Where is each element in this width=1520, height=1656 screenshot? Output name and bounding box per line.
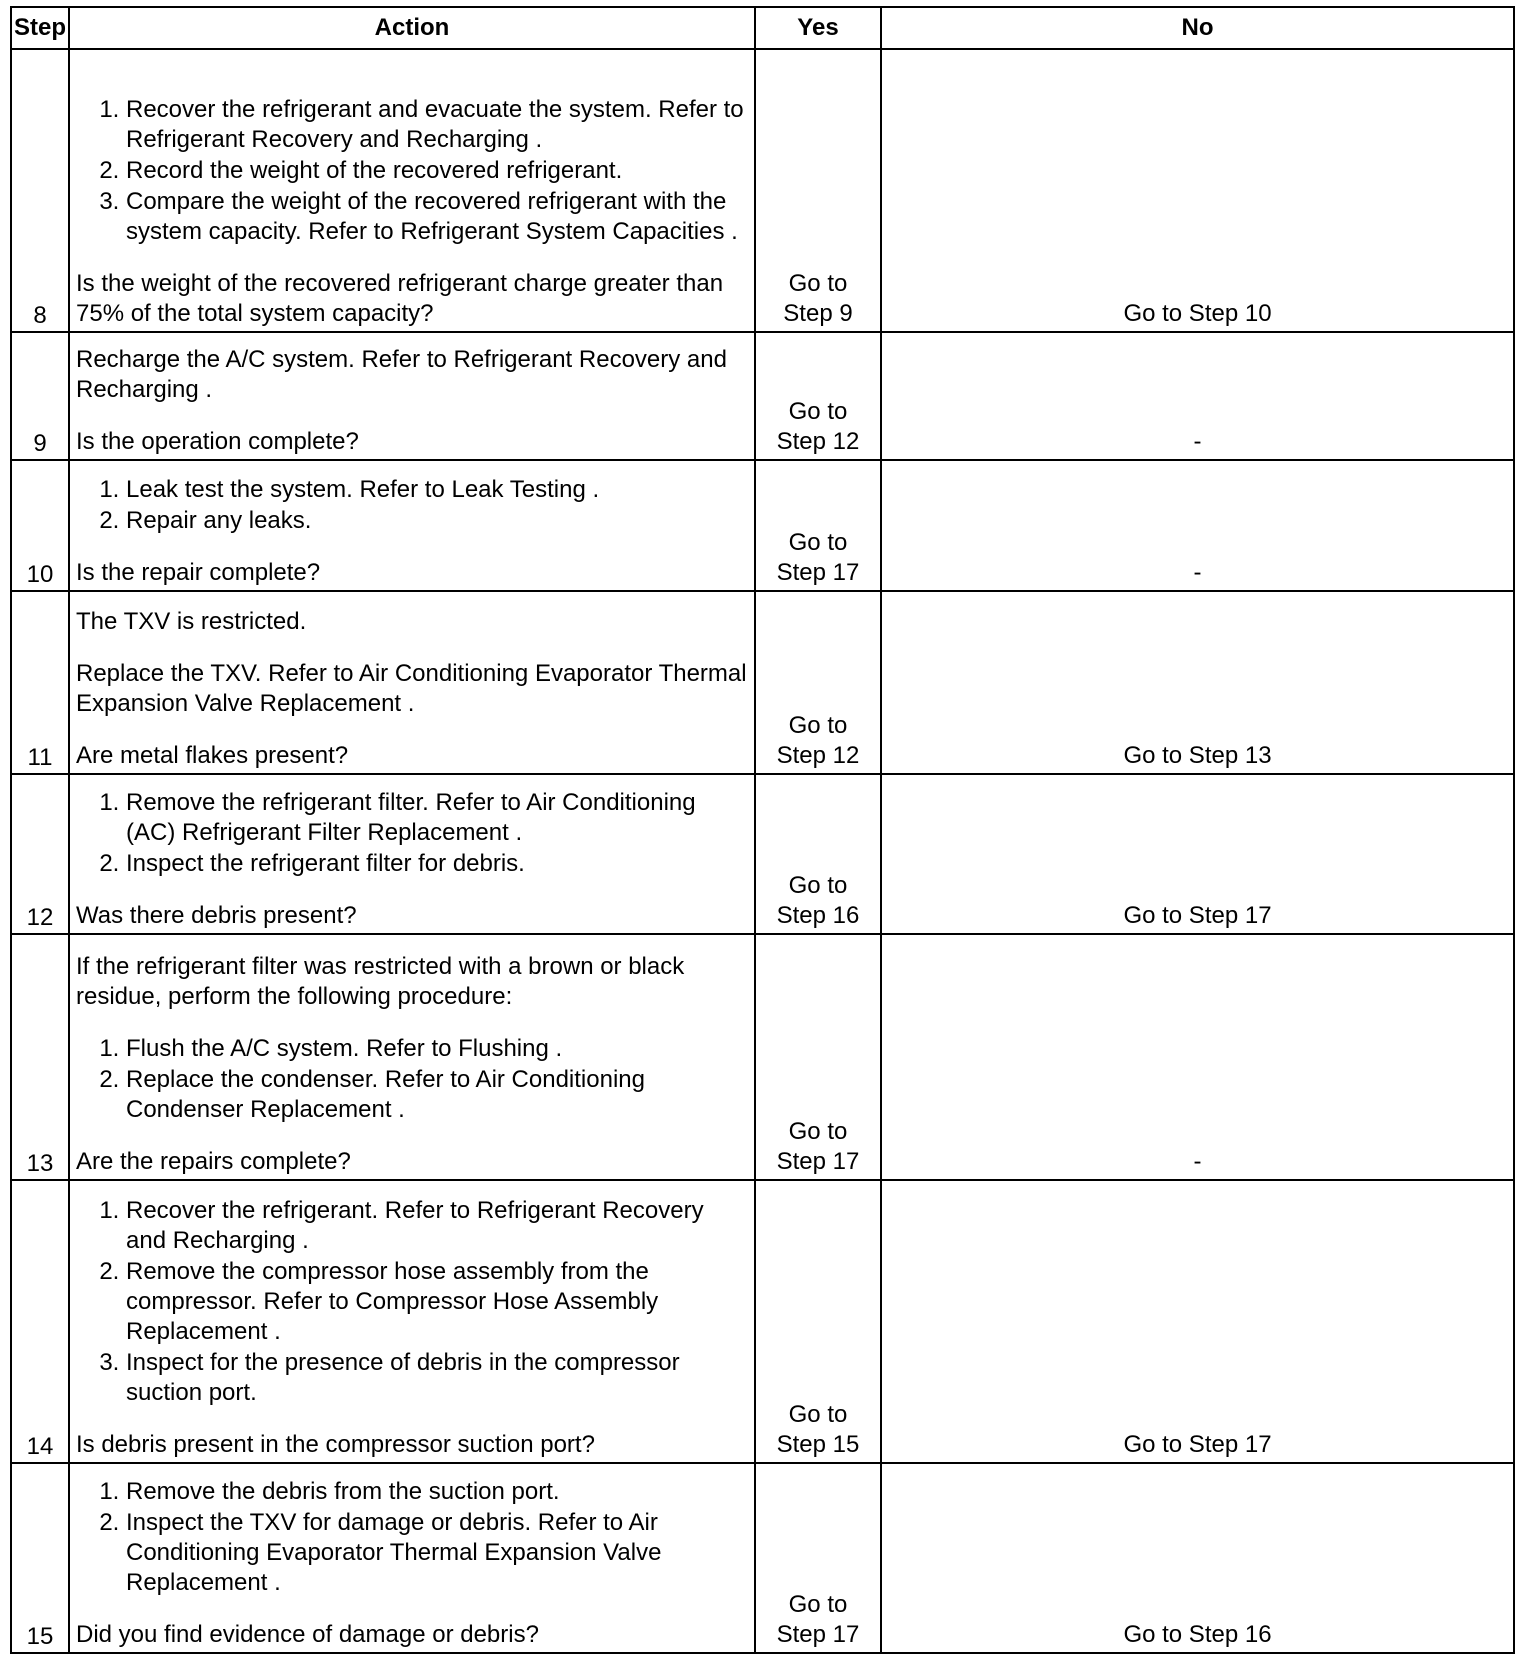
action-cell — [69, 49, 755, 332]
no-cell: - — [881, 934, 1514, 1180]
table-row — [11, 49, 1514, 332]
yes-text-line1: Go to — [788, 872, 848, 899]
action-question: Is the weight of the recovered refrigerant charge greater than 75% of the total system capacity? — [76, 270, 724, 327]
yes-text-line1: Go to — [788, 712, 848, 739]
yes-cell — [755, 460, 881, 591]
action-paragraph: If the refrigerant filter was restricted with a brown or black residue, perform the following procedure: — [76, 953, 685, 1010]
action-paragraph: Recharge the A/C system. Refer to Refrigerant Recovery and Recharging . — [76, 346, 727, 403]
action-question: Is the operation complete? — [76, 428, 359, 455]
yes-text-line1: Go to — [788, 529, 848, 556]
action-paragraph: The TXV is restricted. — [76, 608, 307, 635]
step-number: 11 — [11, 591, 69, 774]
action-question: Is the repair complete? — [76, 559, 321, 586]
action-list-item: 2. Record the weight of the recovered refrigerant. — [126, 156, 748, 186]
action-list-item: 2. Replace the condenser. Refer to Air Conditioning Condenser Replacement . — [126, 1065, 748, 1125]
action-list-item: 1. Flush the A/C system. Refer to Flushing . — [126, 1034, 748, 1064]
table-row — [11, 934, 1514, 1180]
action-list-item: 2. Repair any leaks. — [126, 506, 748, 536]
action-list-item: 1. Remove the refrigerant filter. Refer to Air Conditioning (AC) Refrigerant Filter Replacement . — [126, 788, 748, 848]
step-number: 15 — [11, 1463, 69, 1653]
action-question: Is debris present in the compressor suction port? — [76, 1431, 595, 1458]
table-row — [11, 332, 1514, 460]
yes-cell — [755, 1463, 881, 1653]
table-row — [11, 774, 1514, 934]
yes-text-line1: Go to — [788, 398, 848, 425]
action-list-item: 2. Inspect the TXV for damage or debris. Refer to Air Conditioning Evaporator Thermal Expansion Valve Replacement . — [126, 1508, 748, 1598]
action-list — [76, 788, 748, 879]
action-list-item: 3. Compare the weight of the recovered refrigerant with the system capacity. Refer to Refrigerant System Capacities . — [126, 187, 748, 247]
yes-cell — [755, 332, 881, 460]
step-number: 10 — [11, 460, 69, 591]
action-cell — [69, 591, 755, 774]
yes-text-line1: Go to — [788, 1591, 848, 1618]
table-row — [11, 1463, 1514, 1653]
yes-text-line1: Go to — [788, 270, 848, 297]
header-action: Action — [69, 7, 755, 49]
step-number: 12 — [11, 774, 69, 934]
action-list-item: 1. Leak test the system. Refer to Leak Testing . — [126, 475, 748, 505]
yes-cell — [755, 591, 881, 774]
step-number: 8 — [11, 49, 69, 332]
action-cell — [69, 460, 755, 591]
action-list — [76, 475, 748, 536]
header-yes: Yes — [755, 7, 881, 49]
action-list — [76, 1196, 748, 1408]
yes-text-line2: Step 16 — [776, 902, 860, 929]
action-cell — [69, 1180, 755, 1463]
step-number: 14 — [11, 1180, 69, 1463]
step-number: 9 — [11, 332, 69, 460]
no-cell: - — [881, 332, 1514, 460]
action-list — [76, 1034, 748, 1125]
yes-cell — [755, 934, 881, 1180]
yes-text-line1: Go to — [788, 1401, 848, 1428]
yes-text-line2: Step 17 — [776, 1621, 860, 1648]
no-cell: Go to Step 17 — [881, 774, 1514, 934]
action-list-item: 3. Inspect for the presence of debris in the compressor suction port. — [126, 1348, 748, 1408]
action-list-item: 1. Remove the debris from the suction port. — [126, 1477, 748, 1507]
yes-text-line2: Step 15 — [776, 1431, 860, 1458]
step-number: 13 — [11, 934, 69, 1180]
no-cell: Go to Step 16 — [881, 1463, 1514, 1653]
action-list-item: 1. Recover the refrigerant and evacuate the system. Refer to Refrigerant Recovery and Recharging . — [126, 95, 748, 155]
action-cell — [69, 1463, 755, 1653]
action-list-item: 2. Inspect the refrigerant filter for debris. — [126, 849, 748, 879]
no-cell: - — [881, 460, 1514, 591]
action-question: Are the repairs complete? — [76, 1148, 351, 1175]
no-cell: Go to Step 10 — [881, 49, 1514, 332]
action-question: Did you find evidence of damage or debris? — [76, 1621, 539, 1648]
action-question: Was there debris present? — [76, 902, 357, 929]
action-list — [76, 95, 748, 247]
yes-cell — [755, 1180, 881, 1463]
table-body — [11, 49, 1514, 1653]
action-cell — [69, 774, 755, 934]
table-row — [11, 1180, 1514, 1463]
yes-text-line2: Step 12 — [776, 742, 860, 769]
no-cell: Go to Step 17 — [881, 1180, 1514, 1463]
yes-cell — [755, 49, 881, 332]
yes-cell — [755, 774, 881, 934]
action-paragraph: Replace the TXV. Refer to Air Conditioning Evaporator Thermal Expansion Valve Replacement . — [76, 660, 747, 717]
header-row — [11, 7, 1514, 49]
action-question: Are metal flakes present? — [76, 742, 349, 769]
yes-text-line2: Step 9 — [783, 300, 853, 327]
diagnostic-table — [10, 6, 1515, 1654]
yes-text-line2: Step 17 — [776, 1148, 860, 1175]
no-cell: Go to Step 13 — [881, 591, 1514, 774]
action-list-item: 1. Recover the refrigerant. Refer to Refrigerant Recovery and Recharging . — [126, 1196, 748, 1256]
action-cell — [69, 332, 755, 460]
action-list — [76, 1477, 748, 1598]
header-step: Step — [11, 7, 69, 49]
table-row — [11, 591, 1514, 774]
yes-text-line2: Step 12 — [776, 428, 860, 455]
yes-text-line2: Step 17 — [776, 559, 860, 586]
action-list-item: 2. Remove the compressor hose assembly from the compressor. Refer to Compressor Hose Assembly Replacement . — [126, 1257, 748, 1347]
header-no: No — [881, 7, 1514, 49]
yes-text-line1: Go to — [788, 1118, 848, 1145]
table-row — [11, 460, 1514, 591]
action-cell — [69, 934, 755, 1180]
